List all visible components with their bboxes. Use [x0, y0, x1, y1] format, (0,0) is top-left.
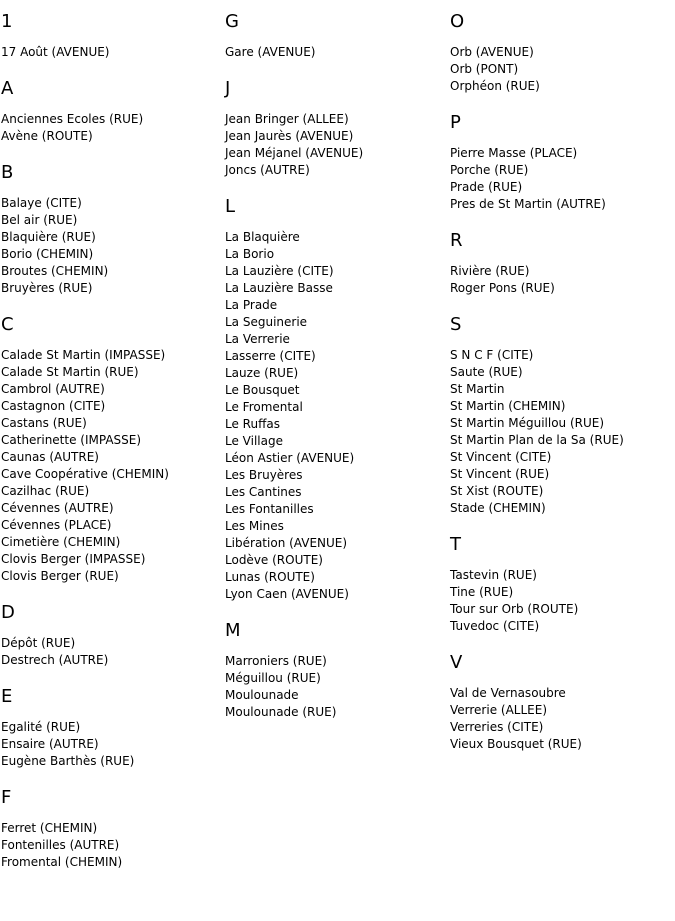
street-name: Calade St Martin (RUE) — [1, 365, 139, 379]
letter-section — [225, 620, 445, 721]
section-letter-heading: T — [450, 534, 461, 555]
street-name: Broutes (CHEMIN) — [1, 264, 109, 278]
street-name: Ferret (CHEMIN) — [1, 821, 98, 835]
letter-section — [450, 230, 674, 297]
street-list — [1, 195, 221, 297]
street-name: Prade (RUE) — [450, 180, 523, 194]
street-name: Lunas (ROUTE) — [225, 570, 315, 584]
street-list — [450, 567, 674, 635]
letter-section — [1, 314, 221, 585]
street-name: Balaye (CITE) — [1, 196, 82, 210]
street-list — [450, 44, 674, 95]
letter-section — [225, 196, 445, 603]
street-name: Avène (ROUTE) — [1, 129, 93, 143]
section-letter-heading: G — [225, 11, 239, 32]
street-name: La Lauzière (CITE) — [225, 264, 334, 278]
street-name: Rivière (RUE) — [450, 264, 530, 278]
street-name: Le Village — [225, 434, 283, 448]
street-name: Les Cantines — [225, 485, 302, 499]
street-name: Verrerie (ALLEE) — [450, 703, 548, 717]
street-name: Anciennes Ecoles (RUE) — [1, 112, 144, 126]
street-name: 17 Août (AVENUE) — [1, 45, 110, 59]
street-name: St Martin Plan de la Sa (RUE) — [450, 433, 624, 447]
street-name: Orb (PONT) — [450, 62, 519, 76]
street-name: Roger Pons (RUE) — [450, 281, 555, 295]
street-name: Les Mines — [225, 519, 284, 533]
section-letter-heading: O — [450, 11, 465, 32]
letter-section — [225, 11, 445, 61]
street-name: Orphéon (RUE) — [450, 79, 540, 93]
street-name: St Vincent (CITE) — [450, 450, 552, 464]
street-name: Le Bousquet — [225, 383, 300, 397]
letter-section — [450, 652, 674, 753]
street-name: Le Fromental — [225, 400, 303, 414]
street-name: Bruyères (RUE) — [1, 281, 93, 295]
street-name: Ensaire (AUTRE) — [1, 737, 99, 751]
street-name: Stade (CHEMIN) — [450, 501, 546, 515]
street-name: Lauze (RUE) — [225, 366, 299, 380]
street-name: Tastevin (RUE) — [450, 568, 537, 582]
street-name: Léon Astier (AVENUE) — [225, 451, 355, 465]
street-name: Marroniers (RUE) — [225, 654, 327, 668]
street-name: Cave Coopérative (CHEMIN) — [1, 467, 169, 481]
letter-section — [450, 112, 674, 213]
section-letter-heading: C — [1, 314, 14, 335]
section-letter-heading: B — [1, 162, 14, 183]
section-letter-heading: E — [1, 686, 13, 707]
street-name: Jean Méjanel (AVENUE) — [225, 146, 364, 160]
street-name: Cambrol (AUTRE) — [1, 382, 105, 396]
street-name: Gare (AVENUE) — [225, 45, 316, 59]
letter-section — [1, 11, 221, 61]
street-name: Les Bruyères — [225, 468, 303, 482]
street-name: La Verrerie — [225, 332, 290, 346]
street-name: Val de Vernasoubre — [450, 686, 566, 700]
street-name: Moulounade (RUE) — [225, 705, 337, 719]
letter-section — [450, 534, 674, 635]
street-list — [1, 719, 221, 770]
street-name: Tuvedoc (CITE) — [450, 619, 540, 633]
street-list — [450, 145, 674, 213]
street-name: Cimetière (CHEMIN) — [1, 535, 121, 549]
section-letter-heading: P — [450, 112, 461, 133]
street-list — [450, 263, 674, 297]
street-name: Moulounade — [225, 688, 299, 702]
street-name: Destrech (AUTRE) — [1, 653, 109, 667]
street-list — [225, 44, 445, 61]
street-name: Verreries (CITE) — [450, 720, 544, 734]
street-name: Blaquière (RUE) — [1, 230, 96, 244]
section-letter-heading: 1 — [1, 11, 13, 32]
index-column-1 — [1, 11, 221, 871]
street-list — [1, 44, 221, 61]
letter-section — [450, 314, 674, 517]
street-name: Les Fontanilles — [225, 502, 314, 516]
street-name: Cévennes (PLACE) — [1, 518, 112, 532]
street-name: Calade St Martin (IMPASSE) — [1, 348, 166, 362]
section-letter-heading: F — [1, 787, 12, 808]
street-name: La Seguinerie — [225, 315, 308, 329]
street-name: Fromental (CHEMIN) — [1, 855, 123, 869]
street-name: Lodève (ROUTE) — [225, 553, 323, 567]
street-name: La Lauzière Basse — [225, 281, 333, 295]
street-name: Bel air (RUE) — [1, 213, 78, 227]
street-list — [1, 635, 221, 669]
section-letter-heading: L — [225, 196, 236, 217]
street-name: Saute (RUE) — [450, 365, 523, 379]
street-name: Caunas (AUTRE) — [1, 450, 99, 464]
section-letter-heading: M — [225, 620, 241, 641]
letter-section — [1, 162, 221, 297]
street-list — [225, 229, 445, 603]
street-name: Jean Jaurès (AVENUE) — [225, 129, 354, 143]
street-list — [450, 347, 674, 517]
street-name: Dépôt (RUE) — [1, 636, 76, 650]
section-letter-heading: D — [1, 602, 15, 623]
street-name: Cévennes (AUTRE) — [1, 501, 114, 515]
street-list — [1, 820, 221, 871]
street-name: Orb (AVENUE) — [450, 45, 534, 59]
street-list — [225, 653, 445, 721]
letter-section — [1, 787, 221, 871]
street-name: St Vincent (RUE) — [450, 467, 550, 481]
index-column-3 — [450, 11, 674, 753]
street-name: Jean Bringer (ALLEE) — [225, 112, 349, 126]
street-name: Catherinette (IMPASSE) — [1, 433, 142, 447]
street-name: Vieux Bousquet (RUE) — [450, 737, 582, 751]
index-column-2 — [225, 11, 445, 721]
street-name: Joncs (AUTRE) — [225, 163, 310, 177]
street-name: Egalité (RUE) — [1, 720, 81, 734]
street-name: St Martin (CHEMIN) — [450, 399, 566, 413]
street-name: St Xist (ROUTE) — [450, 484, 544, 498]
street-name: Le Ruffas — [225, 417, 280, 431]
letter-section — [450, 11, 674, 95]
street-name: Libération (AVENUE) — [225, 536, 348, 550]
street-name: Fontenilles (AUTRE) — [1, 838, 120, 852]
street-name: Eugène Barthès (RUE) — [1, 754, 135, 768]
section-letter-heading: J — [225, 78, 231, 99]
street-name: Pres de St Martin (AUTRE) — [450, 197, 606, 211]
street-name: Castans (RUE) — [1, 416, 87, 430]
street-list — [1, 347, 221, 585]
street-name: S N C F (CITE) — [450, 348, 534, 362]
street-name: Tine (RUE) — [450, 585, 514, 599]
letter-section — [1, 78, 221, 145]
street-name: Castagnon (CITE) — [1, 399, 106, 413]
street-name: Clovis Berger (RUE) — [1, 569, 119, 583]
street-name: La Borio — [225, 247, 275, 261]
street-name: La Prade — [225, 298, 278, 312]
street-list — [450, 685, 674, 753]
section-letter-heading: R — [450, 230, 463, 251]
street-name: Méguillou (RUE) — [225, 671, 321, 685]
section-letter-heading: V — [450, 652, 463, 673]
street-list — [225, 111, 445, 179]
street-name: Lasserre (CITE) — [225, 349, 316, 363]
street-name: Pierre Masse (PLACE) — [450, 146, 578, 160]
street-name: Clovis Berger (IMPASSE) — [1, 552, 146, 566]
letter-section — [225, 78, 445, 179]
street-name: Cazilhac (RUE) — [1, 484, 90, 498]
section-letter-heading: A — [1, 78, 14, 99]
section-letter-heading: S — [450, 314, 462, 335]
street-name: Tour sur Orb (ROUTE) — [450, 602, 579, 616]
street-name: Porche (RUE) — [450, 163, 529, 177]
street-name: St Martin Méguillou (RUE) — [450, 416, 605, 430]
street-name: La Blaquière — [225, 230, 300, 244]
street-name: St Martin — [450, 382, 505, 396]
street-name: Borio (CHEMIN) — [1, 247, 94, 261]
street-name: Lyon Caen (AVENUE) — [225, 587, 349, 601]
letter-section — [1, 602, 221, 669]
letter-section — [1, 686, 221, 770]
street-list — [1, 111, 221, 145]
